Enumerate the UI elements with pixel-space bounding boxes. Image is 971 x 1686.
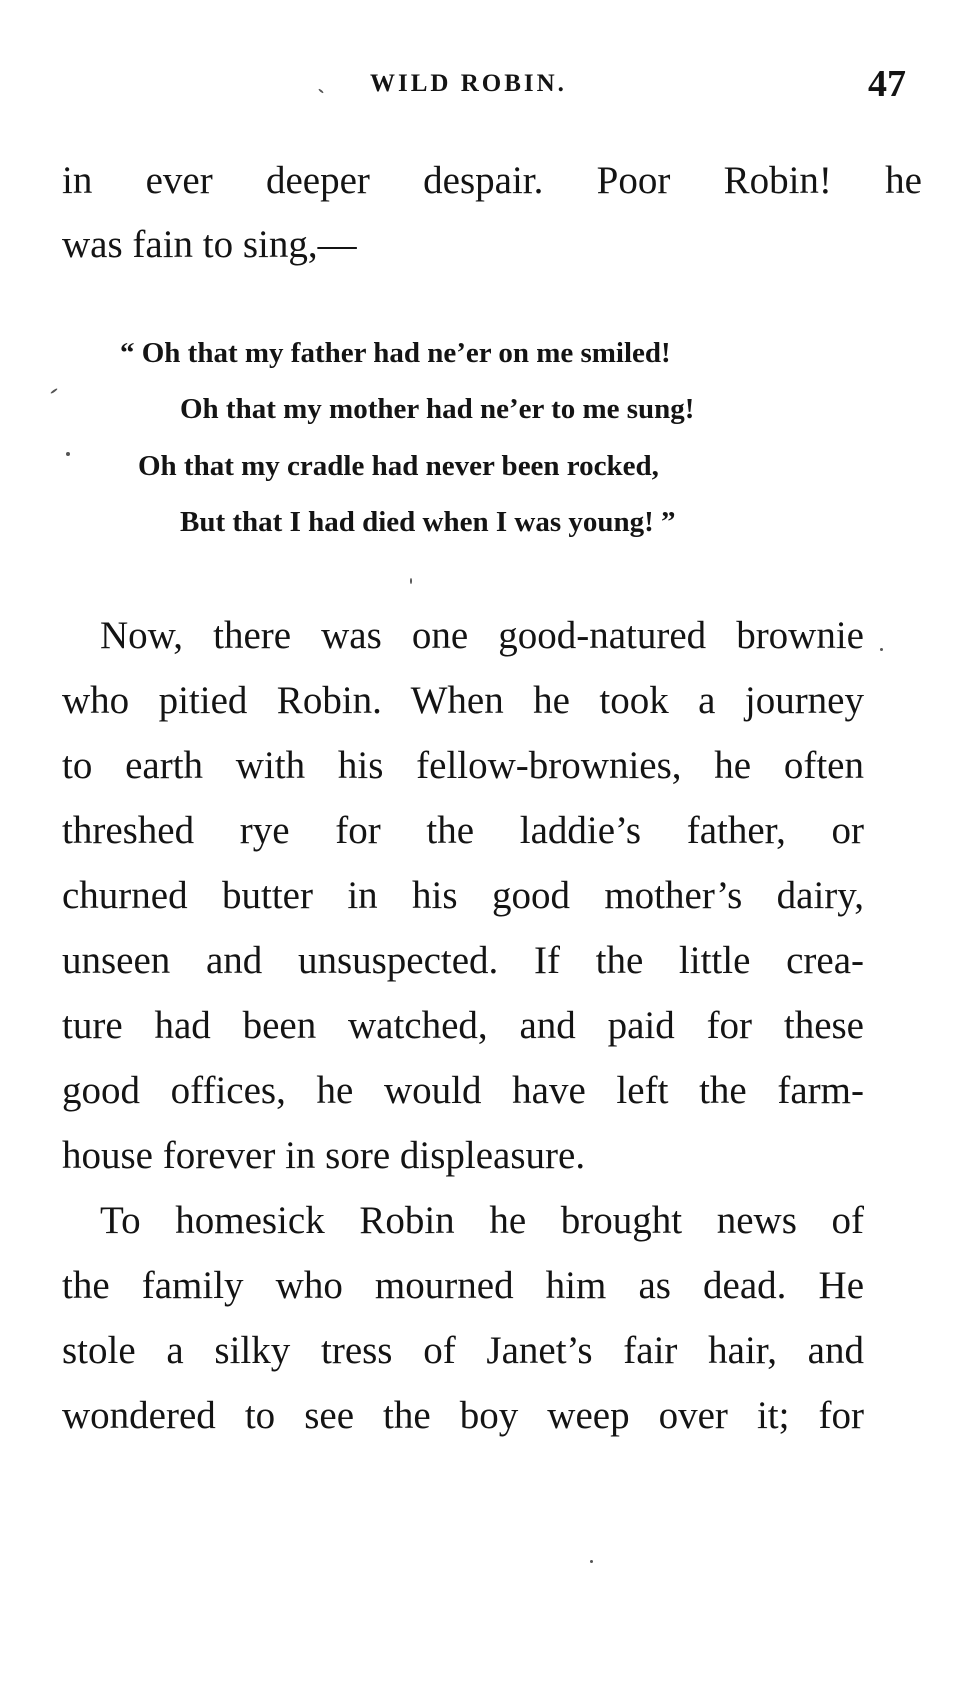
page-number: 47 bbox=[868, 63, 906, 105]
text-line: in ever deeper despair. Poor Robin! he bbox=[62, 159, 922, 202]
verse-line: “ Oh that my father had ne’er on me smiled! bbox=[120, 337, 671, 369]
text-line: house forever in sore displeasure. bbox=[62, 1134, 586, 1177]
scan-mark bbox=[410, 578, 412, 584]
text-line: threshed rye for the laddie’s father, or bbox=[62, 809, 864, 852]
verse-line: Oh that my mother had ne’er to me sung! bbox=[180, 393, 695, 425]
scan-mark bbox=[880, 648, 883, 651]
scan-mark bbox=[50, 388, 58, 394]
text-line: unseen and unsuspected. If the little crea- bbox=[62, 939, 864, 982]
text-line: churned butter in his good mother’s dairy, bbox=[62, 874, 864, 917]
running-head bbox=[0, 62, 971, 105]
text-line: wondered to see the boy weep over it; for bbox=[62, 1394, 864, 1437]
verse-line: Oh that my cradle had never been rocked, bbox=[138, 450, 659, 482]
text-line: stole a silky tress of Janet’s fair hair, and bbox=[62, 1329, 864, 1372]
scan-mark bbox=[66, 452, 70, 456]
running-title: WILD ROBIN. bbox=[370, 70, 567, 97]
text-line: was fain to sing,— bbox=[62, 223, 357, 266]
verse-line: But that I had died when I was young! ” bbox=[180, 506, 676, 538]
text-line: ture had been watched, and paid for these bbox=[62, 1004, 864, 1047]
scan-mark bbox=[590, 1560, 593, 1563]
paragraph-first-line: To homesick Robin he brought news of bbox=[100, 1199, 864, 1242]
paragraph-first-line: Now, there was one good-natured brownie bbox=[100, 614, 864, 657]
text-line: good offices, he would have left the farm- bbox=[62, 1069, 864, 1112]
text-line: who pitied Robin. When he took a journey bbox=[62, 679, 864, 722]
text-line: the family who mourned him as dead. He bbox=[62, 1264, 864, 1307]
text-line: to earth with his fellow-brownies, he often bbox=[62, 744, 864, 787]
